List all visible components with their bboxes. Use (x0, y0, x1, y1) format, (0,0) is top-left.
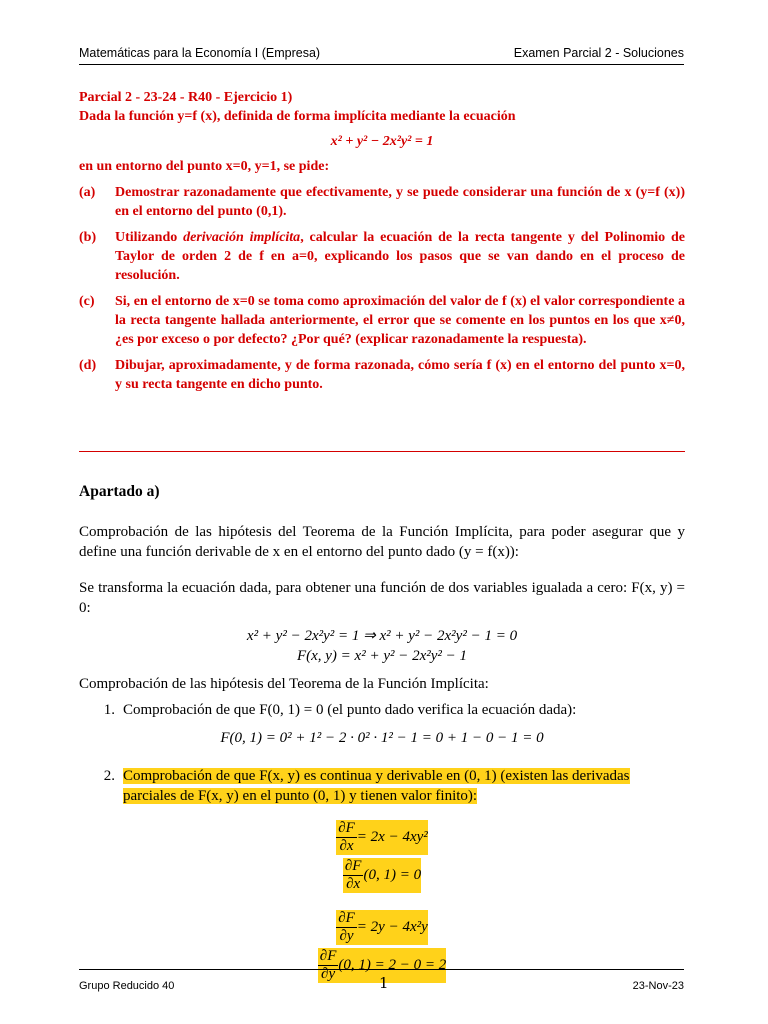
exercise-statement (79, 88, 685, 394)
derivative-value: (0, 1) = 0 (363, 867, 422, 883)
denominator: ∂y (339, 927, 354, 944)
denominator: ∂y (321, 965, 336, 982)
numerator: ∂F (344, 857, 362, 874)
derivative-Fx (79, 818, 685, 856)
denominator: ∂x (339, 837, 354, 854)
fraction-dFdx (343, 858, 364, 893)
numerator: ∂F (319, 947, 337, 964)
statement-item-b (79, 228, 685, 285)
statement-item-c (79, 292, 685, 349)
equation-F-definition: F(x, y) = x² + y² − 2x²y² − 1 (296, 648, 468, 664)
page-footer (79, 969, 684, 998)
paragraph-hypotheses-intro: Comprobación de las hipótesis del Teorema de la Función Implícita, para poder asegurar que y define una función derivable de x en el entorno del punto dado (y = f(x)): (79, 524, 685, 560)
item-text-post: , calcular la ecuación de la recta tangente y del Polinomio de Taylor de orden 2 de f en a=0, explicando los pasos que se van dando en el proceso de resolución. (115, 230, 685, 283)
numerator: ∂F (338, 819, 355, 836)
footer-date: 23-Nov-23 (632, 980, 684, 992)
derivative-expression: = 2x − 4xy² (356, 829, 428, 845)
item-text (115, 228, 685, 285)
numerator: ∂F (338, 909, 355, 926)
page-number: 1 (379, 974, 389, 992)
derivative-value: (0, 1) = 2 − 0 = 2 (338, 957, 447, 973)
item-label: (c) (79, 294, 95, 309)
page-header (79, 42, 684, 65)
item-text-emphasis: derivación implícita (183, 230, 301, 245)
fraction-dFdy (336, 910, 357, 945)
step-number: 2. (103, 768, 115, 784)
highlighted-math (336, 910, 428, 945)
equation-transform: x² + y² − 2x²y² = 1 ⇒ x² + y² − 2x²y² − 1 = 0 (246, 628, 518, 644)
denominator: ∂x (346, 875, 361, 892)
fraction-dFdx (336, 820, 357, 855)
step-number: 1. (103, 702, 115, 718)
paragraph-hypotheses-check: Comprobación de las hipótesis del Teorema de la Función Implícita: (79, 676, 489, 692)
exercise-equation: x² + y² − 2x²y² = 1 (330, 134, 434, 149)
item-label: (b) (79, 230, 97, 245)
step-1 (79, 700, 685, 720)
equation-F-at-point: F(0, 1) = 0² + 1² − 2 · 0² · 1² − 1 = 0 + 1 − 0 − 1 = 0 (220, 730, 544, 746)
statement-item-d (79, 356, 685, 394)
derivative-Fx-at-point (79, 856, 685, 894)
header-exam-title: Examen Parcial 2 - Soluciones (513, 46, 684, 60)
solution-body (79, 482, 685, 984)
section-title: Apartado a) (79, 483, 160, 500)
item-text-pre: Utilizando (115, 230, 184, 245)
exercise-intro: Dada la función y=f (x), definida de forma implícita mediante la ecuación (79, 109, 516, 124)
highlighted-math (336, 820, 428, 855)
exercise-title: Parcial 2 - 23-24 - R40 - Ejercicio 1) (79, 90, 293, 105)
highlighted-math (343, 858, 421, 893)
section-divider (79, 451, 685, 452)
step-text (123, 766, 685, 806)
derivative-expression: = 2y − 4x²y (356, 919, 428, 935)
highlighted-text: Comprobación de que F(x, y) es continua y derivable en (0, 1) (existen las derivadas parciales de F(x, y) en el punto (0, 1) y tienen valor finito): (123, 768, 630, 804)
derivative-Fy (79, 908, 685, 946)
partial-derivatives (79, 818, 685, 984)
step-2 (79, 766, 685, 806)
item-text: Si, en el entorno de x=0 se toma como aproximación del valor de f (x) el valor correspondiente a la recta tangente hallada anteriormente, el error que se comente en los puntos en los que x≠0, ¿es por exceso o por defecto? ¿Por qué? (explicar razonadamente la respuesta). (115, 294, 685, 347)
exercise-context: en un entorno del punto x=0, y=1, se pide: (79, 159, 330, 174)
header-course-title: Matemáticas para la Economía I (Empresa) (79, 46, 321, 60)
footer-group: Grupo Reducido 40 (79, 980, 175, 992)
step-text: Comprobación de que F(0, 1) = 0 (el punto dado verifica la ecuación dada): (123, 702, 577, 718)
item-label: (d) (79, 358, 97, 373)
item-text: Dibujar, aproximadamente, y de forma razonada, cómo sería f (x) en el entorno del punto x=0, y su recta tangente en dicho punto. (115, 358, 685, 392)
paragraph-transform: Se transforma la ecuación dada, para obtener una función de dos variables igualada a cero: F(x, y) = 0: (79, 580, 685, 616)
statement-item-a (79, 183, 685, 221)
item-label: (a) (79, 185, 96, 200)
item-text: Demostrar razonadamente que efectivamente, y se puede considerar una función de x (y=f (x)) en el entorno del punto (0,1). (115, 185, 685, 219)
